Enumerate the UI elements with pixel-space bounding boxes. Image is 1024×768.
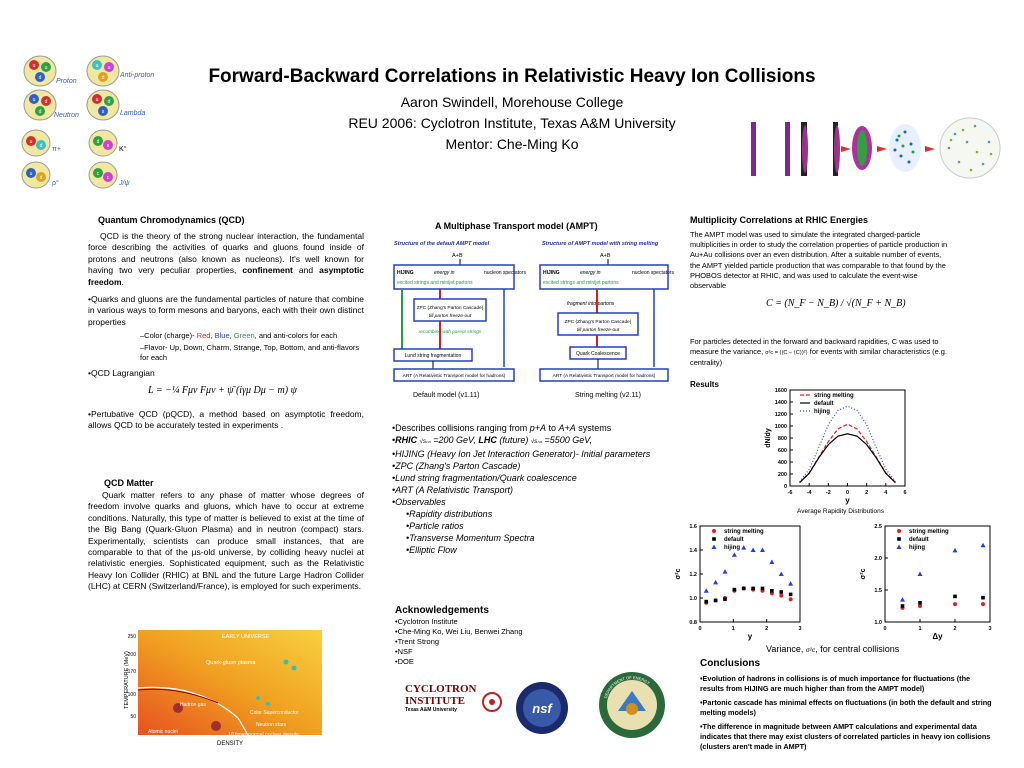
rapidity-distribution-chart	[755, 386, 915, 506]
nsf-logo	[514, 680, 570, 736]
quark-letter: u	[32, 63, 36, 69]
ten-times-label: 10 times normal nuclear density	[228, 732, 299, 738]
legend-swatch	[712, 545, 717, 550]
quark-letter: d	[38, 75, 42, 81]
mult-heading: Multiplicity Correlations at RHIC Energies	[690, 215, 869, 225]
legend-label: string melting	[814, 393, 854, 399]
phase-ytick: 170	[127, 669, 136, 675]
y-tick-label: 600	[777, 448, 787, 454]
ack-item: •NSF	[395, 647, 413, 656]
data-point	[779, 590, 783, 594]
x-tick-label: 3	[798, 626, 802, 632]
y-tick-label: 400	[777, 460, 787, 466]
ampt-heading: A Multiphase Transport model (AMPT)	[435, 221, 598, 231]
mentor: Mentor: Che-Ming Ko	[445, 136, 579, 152]
data-point	[789, 593, 793, 597]
svg-text:ZPC (Zhang's Parton Cascade): ZPC (Zhang's Parton Cascade)	[564, 320, 632, 325]
ampt-bullets	[392, 422, 692, 556]
observable-item: •Rapidity distributions	[406, 509, 493, 519]
y-tick-label: 1.2	[689, 572, 697, 578]
y-tick-label: 1600	[774, 388, 787, 394]
data-point	[918, 572, 923, 577]
data-point	[779, 594, 783, 598]
data-point	[704, 600, 708, 604]
cyclotron-logo: CYCLOTRON INSTITUTE Texas A&M University	[405, 683, 503, 713]
particle-label: Neutron	[54, 112, 79, 119]
quark-letter: d	[96, 139, 100, 145]
conclusion-item: •Partonic cascade has minimal effects on fluctuations (in both the default and string melting models)	[700, 698, 992, 717]
quark-letter: d	[44, 99, 48, 105]
x-axis-label: y	[747, 632, 753, 641]
conclusion-item: •Evolution of hadrons in collisions is of much importance for fluctuations (the results from HIJING are much higher than from the AMPT model)	[700, 674, 971, 693]
phase-ytick: 200	[127, 652, 136, 658]
svg-text:ZPC (Zhang's Parton Cascade): ZPC (Zhang's Parton Cascade)	[416, 306, 484, 311]
variance-dy-chart	[850, 520, 1000, 642]
x-tick-label: 2	[765, 626, 769, 632]
pqcd-bullet: •Pertubative QCD (pQCD), a method based on asymptotic freedom, allows QCD to be accurately tested in experiments .	[88, 409, 364, 431]
legend-label: default	[909, 537, 929, 543]
collision-core	[852, 126, 872, 170]
ampt-bullet-2: •RHIC √sₙₙ =200 GeV, LHC (future) √sₙₙ =5500 GeV,	[392, 435, 593, 445]
x-tick-label: 4	[884, 490, 888, 496]
ack-item: •DOE	[395, 657, 414, 666]
svg-text:till parton freeze-out: till parton freeze-out	[428, 314, 472, 319]
qcd-lagrangian-equation: L = −¼ Fμν Fμν + ψ̄ (iγμ Dμ − m) ψ	[148, 385, 297, 396]
qcd-phase-diagram	[118, 628, 324, 748]
string-caption: String melting (v2.11)	[575, 392, 642, 399]
y-tick-label: 1200	[774, 412, 787, 418]
data-point	[751, 587, 755, 591]
y-tick-label: 1.0	[874, 620, 882, 626]
hadron-gas-label: Hadron gas	[180, 702, 206, 708]
ampt-bullet-5: •Lund string fragmentation/Quark coalescence	[392, 473, 577, 483]
doe-seal-logo	[598, 671, 666, 739]
legend-swatch	[897, 545, 902, 550]
quark-letter: u	[44, 65, 48, 71]
variance-paragraph: For particles detected in the forward and backward rapidities, C was used to measure the variance, σ²c = ⟨(C − ⟨C⟩)²⟩ for events with similar characteristics (e.g. centrality)	[690, 337, 947, 368]
y-tick-label: 1.6	[689, 524, 697, 530]
legend-swatch	[897, 537, 901, 541]
y-tick-label: 0	[783, 484, 787, 490]
data-point	[981, 543, 986, 548]
data-point	[779, 572, 784, 577]
data-point	[723, 569, 728, 574]
ab-label: A+B	[600, 253, 611, 259]
data-point	[714, 599, 718, 603]
ampt-bullet-6: •ART (A Relativistic Transport)	[392, 485, 514, 495]
quark-letter: s	[101, 109, 105, 115]
observable-item: •Elliptic Flow	[406, 545, 457, 555]
neutron-stars-label: Neutron stars	[256, 722, 287, 728]
svg-text:ART (A Relativistic Transport: ART (A Relativistic Transport model for hadrons)	[402, 374, 506, 379]
data-point	[981, 596, 985, 600]
x-tick-label: -6	[787, 490, 793, 496]
svg-text:HIJING: HIJING	[397, 270, 414, 276]
x-tick-label: 2	[953, 626, 957, 632]
data-point	[953, 595, 957, 599]
quark-letter: u	[107, 65, 111, 71]
quark-letter: s	[106, 143, 110, 149]
ampt-structure-diagram	[392, 237, 674, 387]
data-point	[770, 589, 774, 593]
ampt-bullet-4: •ZPC (Zhang's Parton Cascade)	[392, 461, 521, 471]
nuclei-icon	[211, 721, 221, 731]
data-point	[769, 560, 774, 565]
svg-text:energy in: energy in	[434, 270, 455, 276]
data-point	[751, 548, 756, 553]
conclusions-list	[700, 674, 996, 751]
jpsi-diagram	[89, 162, 117, 188]
svg-text:DEPARTMENT OF ENERGY: DEPARTMENT OF ENERGY	[602, 674, 651, 699]
legend-swatch	[712, 529, 716, 533]
qgp-label: Quark-gluon plasma	[206, 660, 256, 666]
x-tick-label: 3	[988, 626, 992, 632]
data-point	[760, 548, 765, 553]
svg-text:Quark Coalescence: Quark Coalescence	[576, 351, 620, 357]
x-tick-label: 0	[698, 626, 702, 632]
svg-text:HIJING: HIJING	[543, 270, 560, 276]
legend-label: hijing	[909, 545, 925, 551]
quark-letter: u	[32, 97, 36, 103]
x-axis-label: Δy	[932, 632, 943, 641]
data-point	[732, 552, 737, 557]
y-tick-label: 0.8	[689, 620, 697, 626]
default-structure-title: Structure of the default AMPT model	[394, 241, 490, 247]
data-point	[918, 601, 922, 605]
quark-letter: d	[38, 109, 42, 115]
y-axis-label: σ²c	[860, 568, 867, 580]
observable-item: •Particle ratios	[406, 521, 464, 531]
y-tick-label: 1000	[774, 424, 787, 430]
legend-label: default	[724, 537, 744, 543]
x-tick-label: -4	[806, 490, 812, 496]
ampt-bullet-7: •Observables	[392, 497, 446, 507]
legend-swatch	[712, 537, 716, 541]
quark-letter: c	[106, 175, 110, 181]
svg-text:Lund string fragmentation: Lund string fragmentation	[404, 353, 462, 359]
svg-text:excited strings and minijet pa: excited strings and minijet partons	[543, 280, 619, 286]
variance-caption: Variance, σ²c, for central collisions	[766, 644, 900, 654]
y-tick-label: 2.0	[874, 556, 882, 562]
x-tick-label: 6	[903, 490, 907, 496]
y-tick-label: 800	[777, 436, 787, 442]
variance-y-chart	[665, 520, 810, 642]
conclusions-heading: Conclusions	[700, 658, 761, 669]
svg-text:nucleon spectators: nucleon spectators	[632, 270, 674, 276]
default-caption: Default model (v1.11)	[413, 392, 480, 399]
poster-title: Forward-Backward Correlations in Relativistic Heavy Ion Collisions	[208, 66, 816, 87]
quark-letter: u	[29, 171, 33, 177]
arrow-icon	[925, 146, 935, 152]
lagrangian-label: •QCD Lagrangian	[88, 368, 155, 378]
rapidity-caption: Average Rapidity Distributions	[797, 508, 884, 515]
ack-list	[395, 617, 523, 667]
data-point	[742, 587, 746, 591]
y-tick-label: 1400	[774, 400, 787, 406]
quark-letter: d	[107, 99, 111, 105]
arrow-icon	[877, 146, 887, 152]
series-line	[800, 406, 896, 482]
x-tick-label: -2	[825, 490, 831, 496]
y-axis-label: dN/dy	[765, 428, 772, 448]
y-tick-label: 1.0	[689, 596, 697, 602]
x-tick-label: 1	[731, 626, 735, 632]
ab-label: A+B	[452, 253, 463, 259]
svg-text:energy in: energy in	[580, 270, 601, 276]
phase-xlabel: DENSITY	[216, 741, 244, 747]
particle-label: Anti-proton	[120, 72, 155, 79]
quark-letter: u	[29, 139, 33, 145]
ampt-bullet-3: •HIJING (Heavy Ion Jet Interaction Generator)- Initial parameters	[392, 449, 651, 459]
string-structure-title: Structure of AMPT model with string melting	[542, 241, 659, 247]
x-tick-label: 0	[883, 626, 887, 632]
x-tick-label: 0	[845, 490, 850, 496]
particle-label: Lambda	[120, 110, 146, 117]
flavor-item: –Flavor- Up, Down, Charm, Strange, Top, Bottom, and anti-flavors for each	[140, 343, 360, 362]
correlation-formula: C = (N_F − N_B) / √(N_F + N_B)	[766, 298, 906, 309]
cyclotron-emblem-icon	[481, 691, 503, 713]
ack-item: •Cyclotron Institute	[395, 617, 458, 626]
data-point	[900, 597, 905, 602]
phase-ytick: 50	[130, 714, 136, 720]
author: Aaron Swindell, Morehouse College	[400, 94, 624, 110]
particle-label: K°	[119, 146, 127, 153]
particle-label: Proton	[56, 78, 77, 85]
quark-letter: d	[39, 175, 43, 181]
legend-label: hijing	[724, 545, 740, 551]
legend-label: string melting	[909, 529, 949, 535]
y-tick-label: 2.5	[874, 524, 882, 530]
conclusion-item: •The difference in magnitude between AMPT calculations and experimental data indicates that there may exist clusters of correlated particles in heavy ion collisions (clusters aren't made in AMPT)	[700, 722, 991, 751]
program: REU 2006: Cyclotron Institute, Texas A&M University	[348, 115, 676, 131]
svg-text:ART (A Relativistic Transport: ART (A Relativistic Transport model for hadrons)	[552, 374, 656, 379]
svg-text:fragment into partons: fragment into partons	[567, 301, 615, 307]
color-charge-item: –Color (charge)- Red, Blue, Green, and anti-colors for each	[140, 331, 338, 340]
legend-swatch	[897, 529, 901, 533]
series-line	[800, 424, 896, 482]
svg-text:nsf: nsf	[532, 701, 552, 716]
rho-diagram	[22, 162, 50, 188]
y-tick-label: 1.5	[874, 588, 882, 594]
phase-ylabel: TEMPERATURE (MeV)	[124, 651, 130, 709]
quark-letter: u	[95, 63, 99, 69]
ampt-bullet-1: •Describes collisions ranging from p+A to A+A systems	[392, 423, 612, 433]
quark-letter: d	[39, 143, 43, 149]
quark-letter: d	[101, 75, 105, 81]
data-point	[953, 548, 958, 553]
qcd-paragraph: QCD is the theory of the strong nuclear interaction, the fundamental force describing the activities of quarks and gluons found inside of protons and neutrons (also known as nucleons). It's well known for having two very peculiar properties, confinement and asymptotic freedom.	[88, 231, 364, 287]
data-point	[733, 588, 737, 592]
matter-paragraph: Quark matter refers to any phase of matter whose degrees of freedom involve quarks and gluons, which have to occur at extreme conditions. Naturally, this type of matter is believed to exist at the time of the Big Bang (Quark-Gluon Plasma) and in neutron (compact) stars. Experimentally, scientists can produce small instances, that are comparable to that of the µs-old universe, by colliding heavy nuclei at relativistic energies. Sophisticated equipment, such as the Relativistic Heavy Ion Collider (RHIC) at BNL and the future Large Hadron Collider (LHC) at CERN (Switzerland/France), is employed for such experiments.	[88, 490, 364, 592]
particle-label: J/ψ	[119, 180, 130, 187]
observable-item: •Transverse Momentum Spectra	[406, 533, 535, 543]
data-point	[741, 545, 746, 550]
data-point	[788, 581, 793, 586]
ack-heading: Acknowledgements	[395, 605, 489, 616]
qcd-heading: Quantum Chromodynamics (QCD)	[98, 215, 245, 225]
legend-label: hijing	[814, 409, 830, 415]
ack-item: •Trent Strong	[395, 637, 440, 646]
quark-letter: c	[96, 171, 100, 177]
early-universe-label: EARLY UNIVERSE	[222, 634, 270, 640]
atomic-nuclei-label: Atomic nuclei	[148, 729, 178, 735]
collision-simulation-images	[745, 112, 1005, 180]
x-tick-label: 2	[865, 490, 869, 496]
matter-heading: QCD Matter	[104, 478, 154, 488]
phase-ytick: 100	[127, 692, 136, 698]
y-tick-label: 1.4	[689, 548, 697, 554]
x-axis-label: y	[845, 496, 850, 505]
svg-text:nucleon spectators: nucleon spectators	[484, 270, 526, 276]
quark-letter: u	[95, 97, 99, 103]
data-point	[761, 587, 765, 591]
legend-label: default	[814, 401, 834, 407]
legend-label: string melting	[724, 529, 764, 535]
arrow-icon	[841, 146, 851, 152]
particle-label: ρ°	[52, 180, 59, 187]
data-point	[723, 597, 727, 601]
data-point	[901, 604, 905, 608]
y-axis-label: σ²c	[675, 568, 682, 580]
y-tick-label: 200	[777, 472, 787, 478]
data-point	[713, 580, 718, 585]
data-point	[953, 602, 957, 606]
ack-item: •Che-Ming Ko, Wei Liu, Benwei Zhang	[395, 627, 523, 636]
svg-text:excited strings and minijet pa: excited strings and minijet partons	[397, 280, 473, 286]
svg-text:recombine with parent strings: recombine with parent strings	[418, 330, 482, 335]
data-point	[789, 597, 793, 601]
data-point	[981, 602, 985, 606]
mult-paragraph: The AMPT model was used to simulate the integrated charged-particle multiplicities in order to study the correlation properties of particle production in Au+Au collisions over an even distribution. After a suitable number of events, the AMPT yielded particle production that was comparable to that found by the PHOBOS detector at RHIC, and was used to calculate the event-wise observable	[690, 230, 948, 291]
color-super-label: Color Superconductor	[250, 710, 299, 716]
svg-text:till parton freeze-out: till parton freeze-out	[576, 328, 620, 333]
quarks-gluons-bullet: •Quarks and gluons are the fundamental particles of nature that combine in various ways to form mesons and baryons, each with their own distinct properties	[88, 294, 364, 327]
phase-ytick: 250	[127, 634, 136, 640]
x-tick-label: 1	[918, 626, 922, 632]
data-point	[704, 588, 709, 593]
particle-label: π+	[52, 146, 61, 153]
results-heading: Results	[690, 380, 719, 389]
